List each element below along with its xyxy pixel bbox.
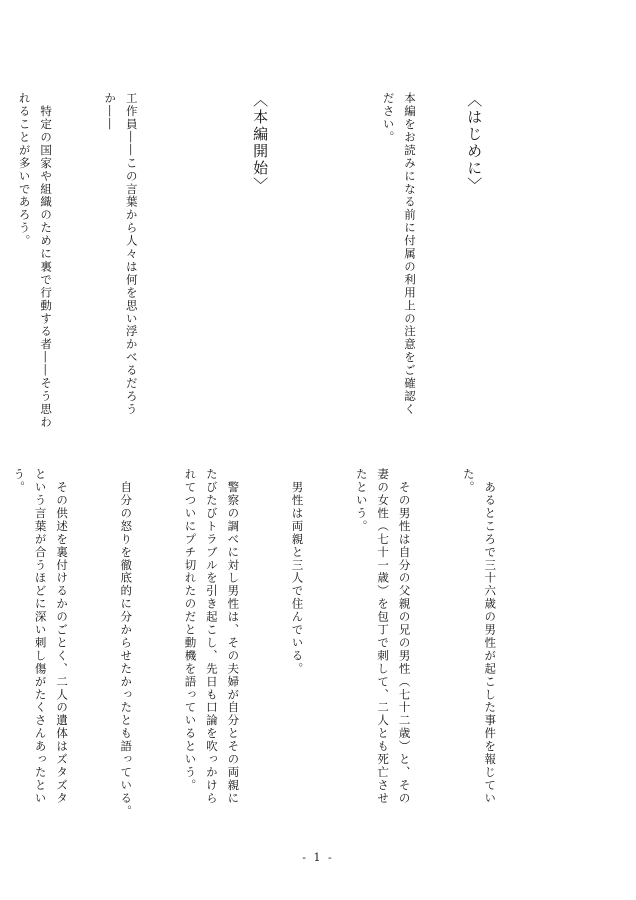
heading-introduction: 〈はじめに〉 xyxy=(465,92,484,194)
paragraph: 男性は両親と三人で住んでいる。 xyxy=(290,468,305,676)
paragraph: 特定の国家や組織のために裏で行動する者――そう思わ れることが多いであろう。 xyxy=(17,92,54,429)
paragraph: 自分の怒りを徹底的に分からせたかったとも語っている。 xyxy=(119,468,134,818)
paragraph: 工作員――この言葉から人々は何を思い浮かべるだろう か―― xyxy=(103,92,139,416)
blank-line xyxy=(313,92,334,442)
paragraph: あるところで三十六歳の男性が起こした事件を報じてい た。 xyxy=(461,468,498,805)
paragraph: その男性は自分の父親の兄の男性（七十二歳）と、その 妻の女性（七十一歳）を包丁で刺して、二人とも死亡させ たという。 xyxy=(354,468,412,805)
paragraph: その供述を裏付けるかのごとく、二人の遺体はズタズタ という言葉が合うほどに深い刺し傷がたくさんあったとい う。 xyxy=(12,468,70,805)
introduction-paragraph: 本編をお読みになる前に付属の利用上の注意をご確認く ださい。 xyxy=(381,92,417,416)
heading-main-story: 〈本編開始〉 xyxy=(251,92,270,194)
lower-text-block xyxy=(12,468,543,838)
upper-text-block xyxy=(17,92,527,442)
blank-line xyxy=(185,92,206,442)
page-number: - 1 - xyxy=(302,851,334,864)
paragraph: 警察の調べに対し男性は、その夫婦が自分とその両親に たびたびトラブルを引き起こし、先日も口論を吹っかけら れてついにプチ切れたのだと動機を語っているという。 xyxy=(183,468,241,805)
